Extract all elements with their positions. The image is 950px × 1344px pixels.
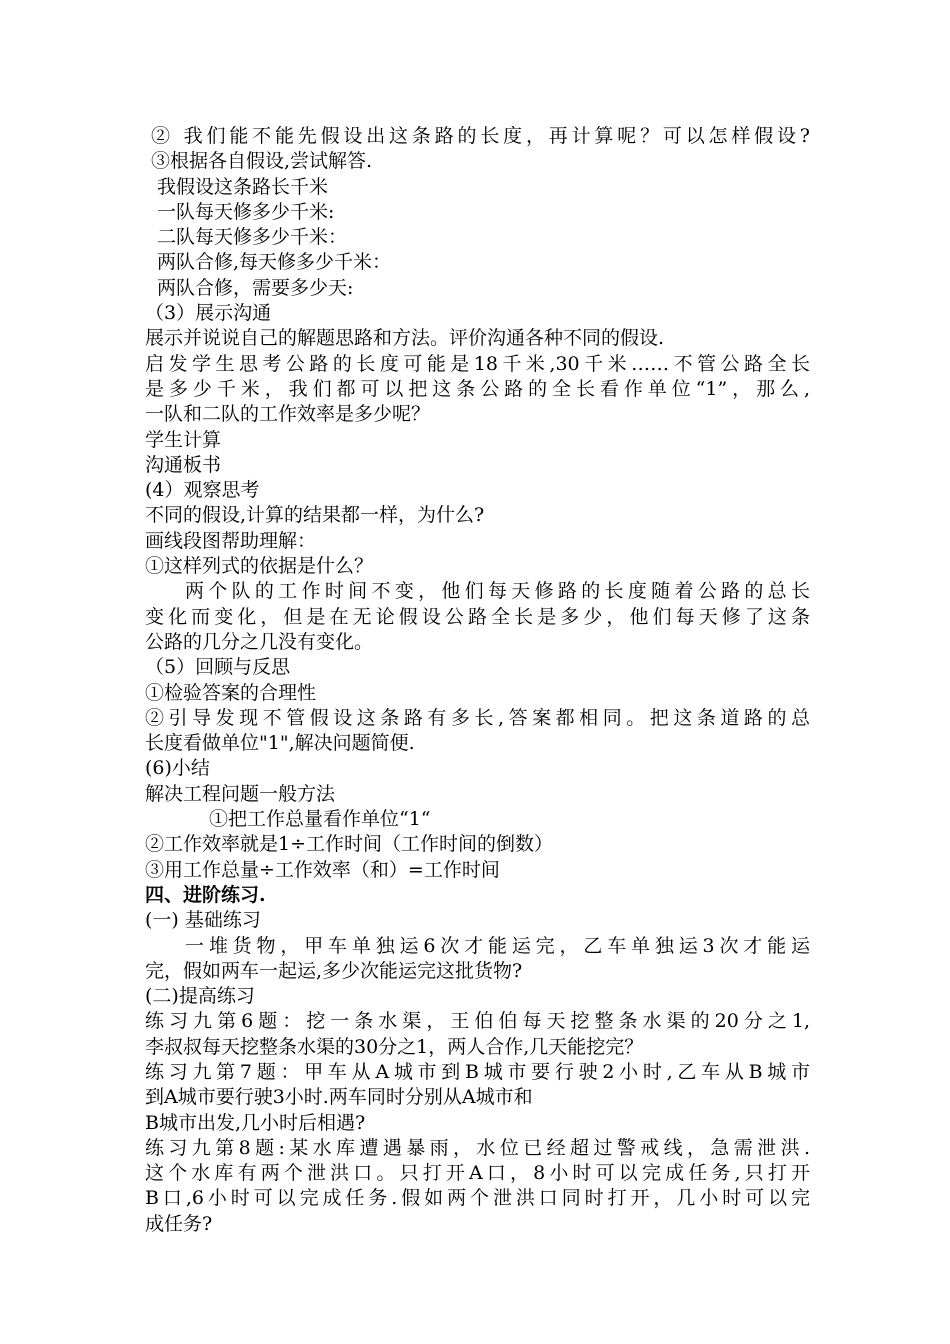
text-line: ③用工作总量÷工作效率（和）=工作时间 (145, 858, 500, 881)
text-line: 沟通板书 (145, 453, 222, 476)
text-line: ①把工作总量看作单位“1“ (209, 808, 431, 831)
text-line: 启发学生思考公路的长度可能是18千米,30千米……不管公路全长 (145, 352, 810, 375)
text-line: 练习九第6题：挖一条水渠，王伯伯每天挖整条水渠的20分之1, (145, 1010, 810, 1033)
text-line: 两队合修,每天修多少千米： (157, 251, 392, 274)
text-line: 变化而变化，但是在无论假设公路全长是多少，他们每天修了这条 (145, 605, 810, 628)
section-heading: (一) 基础练习 (145, 909, 261, 932)
text-line: 不同的假设,计算的结果都一样，为什么? (145, 504, 485, 527)
section-heading: (4）观察思考 (145, 479, 260, 502)
text-line: 学生计算 (145, 428, 222, 451)
text-line: ② 我们能不能先假设出这条路的长度，再计算呢？可以怎样假设? (151, 125, 810, 147)
text-line: 一堆货物，甲车单独运6次才能运完，乙车单独运3次才能运 (185, 934, 810, 957)
text-line: 展示并说说自己的解题思路和方法。评价沟通各种不同的假设. (145, 327, 665, 350)
text-line: 一队和二队的工作效率是多少呢？ (145, 403, 431, 426)
text-line: 二队每天修多少千米： (157, 226, 348, 249)
section-heading: （5）回顾与反思 (145, 656, 291, 679)
text-line: 解决工程问题一般方法 (145, 782, 336, 805)
text-line: ②引导发现不管假设这条路有多长,答案都相同。把这条道路的总 (145, 706, 810, 729)
text-line: 是多少千米，我们都可以把这条公路的全长看作单位“1”，那么, (145, 377, 810, 400)
text-line: 两个队的工作时间不变，他们每天修路的长度随着公路的总长 (185, 580, 810, 603)
text-line: B城市出发,几小时后相遇? (145, 1111, 366, 1134)
text-line: B口,6小时可以完成任务.假如两个泄洪口同时打开，几小时可以完 (145, 1187, 810, 1210)
text-line: 画线段图帮助理解： (145, 529, 317, 552)
section-heading: （3）展示沟通 (145, 302, 272, 325)
text-line: ①这样列式的依据是什么？ (145, 555, 374, 578)
text-line: 成任务? (145, 1212, 213, 1235)
section-heading: (6)小结 (145, 757, 210, 780)
text-line: 练习九第8题:某水库遭遇暴雨，水位已经超过警戒线，急需泄洪. (145, 1136, 810, 1159)
text-line: ①检验答案的合理性 (145, 681, 317, 704)
text-line: 练习九第7题：甲车从A城市到B城市要行驶2小时,乙车从B城市 (145, 1060, 810, 1083)
text-line: 到A城市要行驶3小时.两车同时分别从A城市和 (145, 1086, 533, 1109)
text-line: 这个水库有两个泄洪口。只打开A口，8小时可以完成任务,只打开 (145, 1162, 810, 1185)
section-heading: (二)提高练习 (145, 985, 255, 1008)
text-line: 李叔叔每天挖整条水渠的30分之1，两人合作,几天能挖完？ (145, 1035, 644, 1058)
chapter-heading: 四、进阶练习. (145, 883, 266, 906)
text-line: ③根据各自假设,尝试解答. (151, 150, 373, 173)
text-line: 完，假如两车一起运,多少次能运完这批货物? (145, 959, 523, 982)
text-line: ②工作效率就是1÷工作时间（工作时间的倒数） (145, 833, 554, 856)
text-line: 公路的几分之几没有变化。 (145, 630, 374, 653)
text-line: 我假设这条路长千米 (157, 175, 329, 198)
text-line: 两队合修，需要多少天: (157, 276, 354, 299)
text-line: 一队每天修多少千米: (157, 200, 335, 223)
text-line: 长度看做单位"1",解决问题简便. (145, 732, 415, 755)
document-page (145, 124, 810, 1237)
